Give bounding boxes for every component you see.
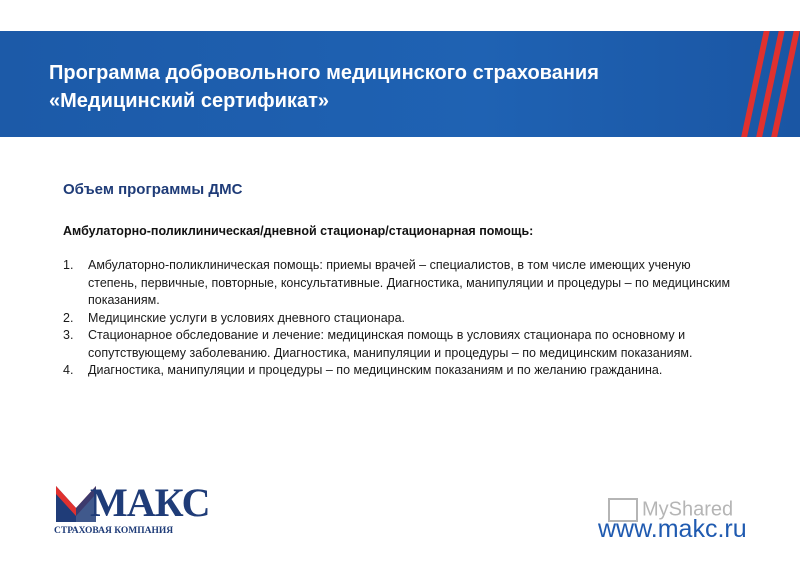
logo-name: МАКС (90, 480, 210, 525)
section-subheading: Амбулаторно-поликлиническая/дневной стационар/стационарная помощь: (63, 224, 534, 238)
list-item-text: Амбулаторно-поликлиническая помощь: приемы врачей – специалистов, в том числе имеющих ученую степень, первичные, повторные, консультативные. Диагностика, манипуляции и процедуры – по медицинским показаниям. (88, 258, 731, 307)
watermark-text: MyShared (642, 498, 734, 521)
section-title: Объем программы ДМС (63, 181, 243, 198)
slide-title-line1: Программа добровольного медицинского страхования (49, 62, 599, 84)
list-item (63, 310, 743, 328)
list-item-number: 4. (63, 363, 74, 377)
list-item-text: Медицинские услуги в условиях дневного стационара. (88, 310, 406, 325)
site-url-link[interactable]: www.makc.ru (598, 515, 747, 543)
list-item-number: 2. (63, 310, 74, 325)
list-item-text: Диагностика, манипуляции и процедуры – по медицинским показаниям и по желанию гражданина. (88, 363, 663, 377)
list-item (63, 362, 743, 380)
list-item (63, 257, 743, 310)
logo-subtitle: СТРАХОВАЯ КОМПАНИЯ (54, 526, 174, 536)
list-item-number: 3. (63, 328, 74, 342)
list-item-text: Стационарное обследование и лечение: медицинская помощь в условиях стационара по основному и сопутствующему заболеванию. Диагностика, манипуляции и процедуры – по медицинским показаниям. (88, 328, 693, 360)
list-item (63, 327, 743, 362)
title-banner (0, 31, 800, 137)
list-item-number: 1. (63, 258, 74, 272)
services-list (63, 257, 743, 380)
red-stripes-decoration (740, 31, 800, 137)
slide-title-line2: «Медицинский сертификат» (49, 90, 329, 112)
slide-title (49, 59, 729, 115)
company-logo (54, 480, 210, 538)
